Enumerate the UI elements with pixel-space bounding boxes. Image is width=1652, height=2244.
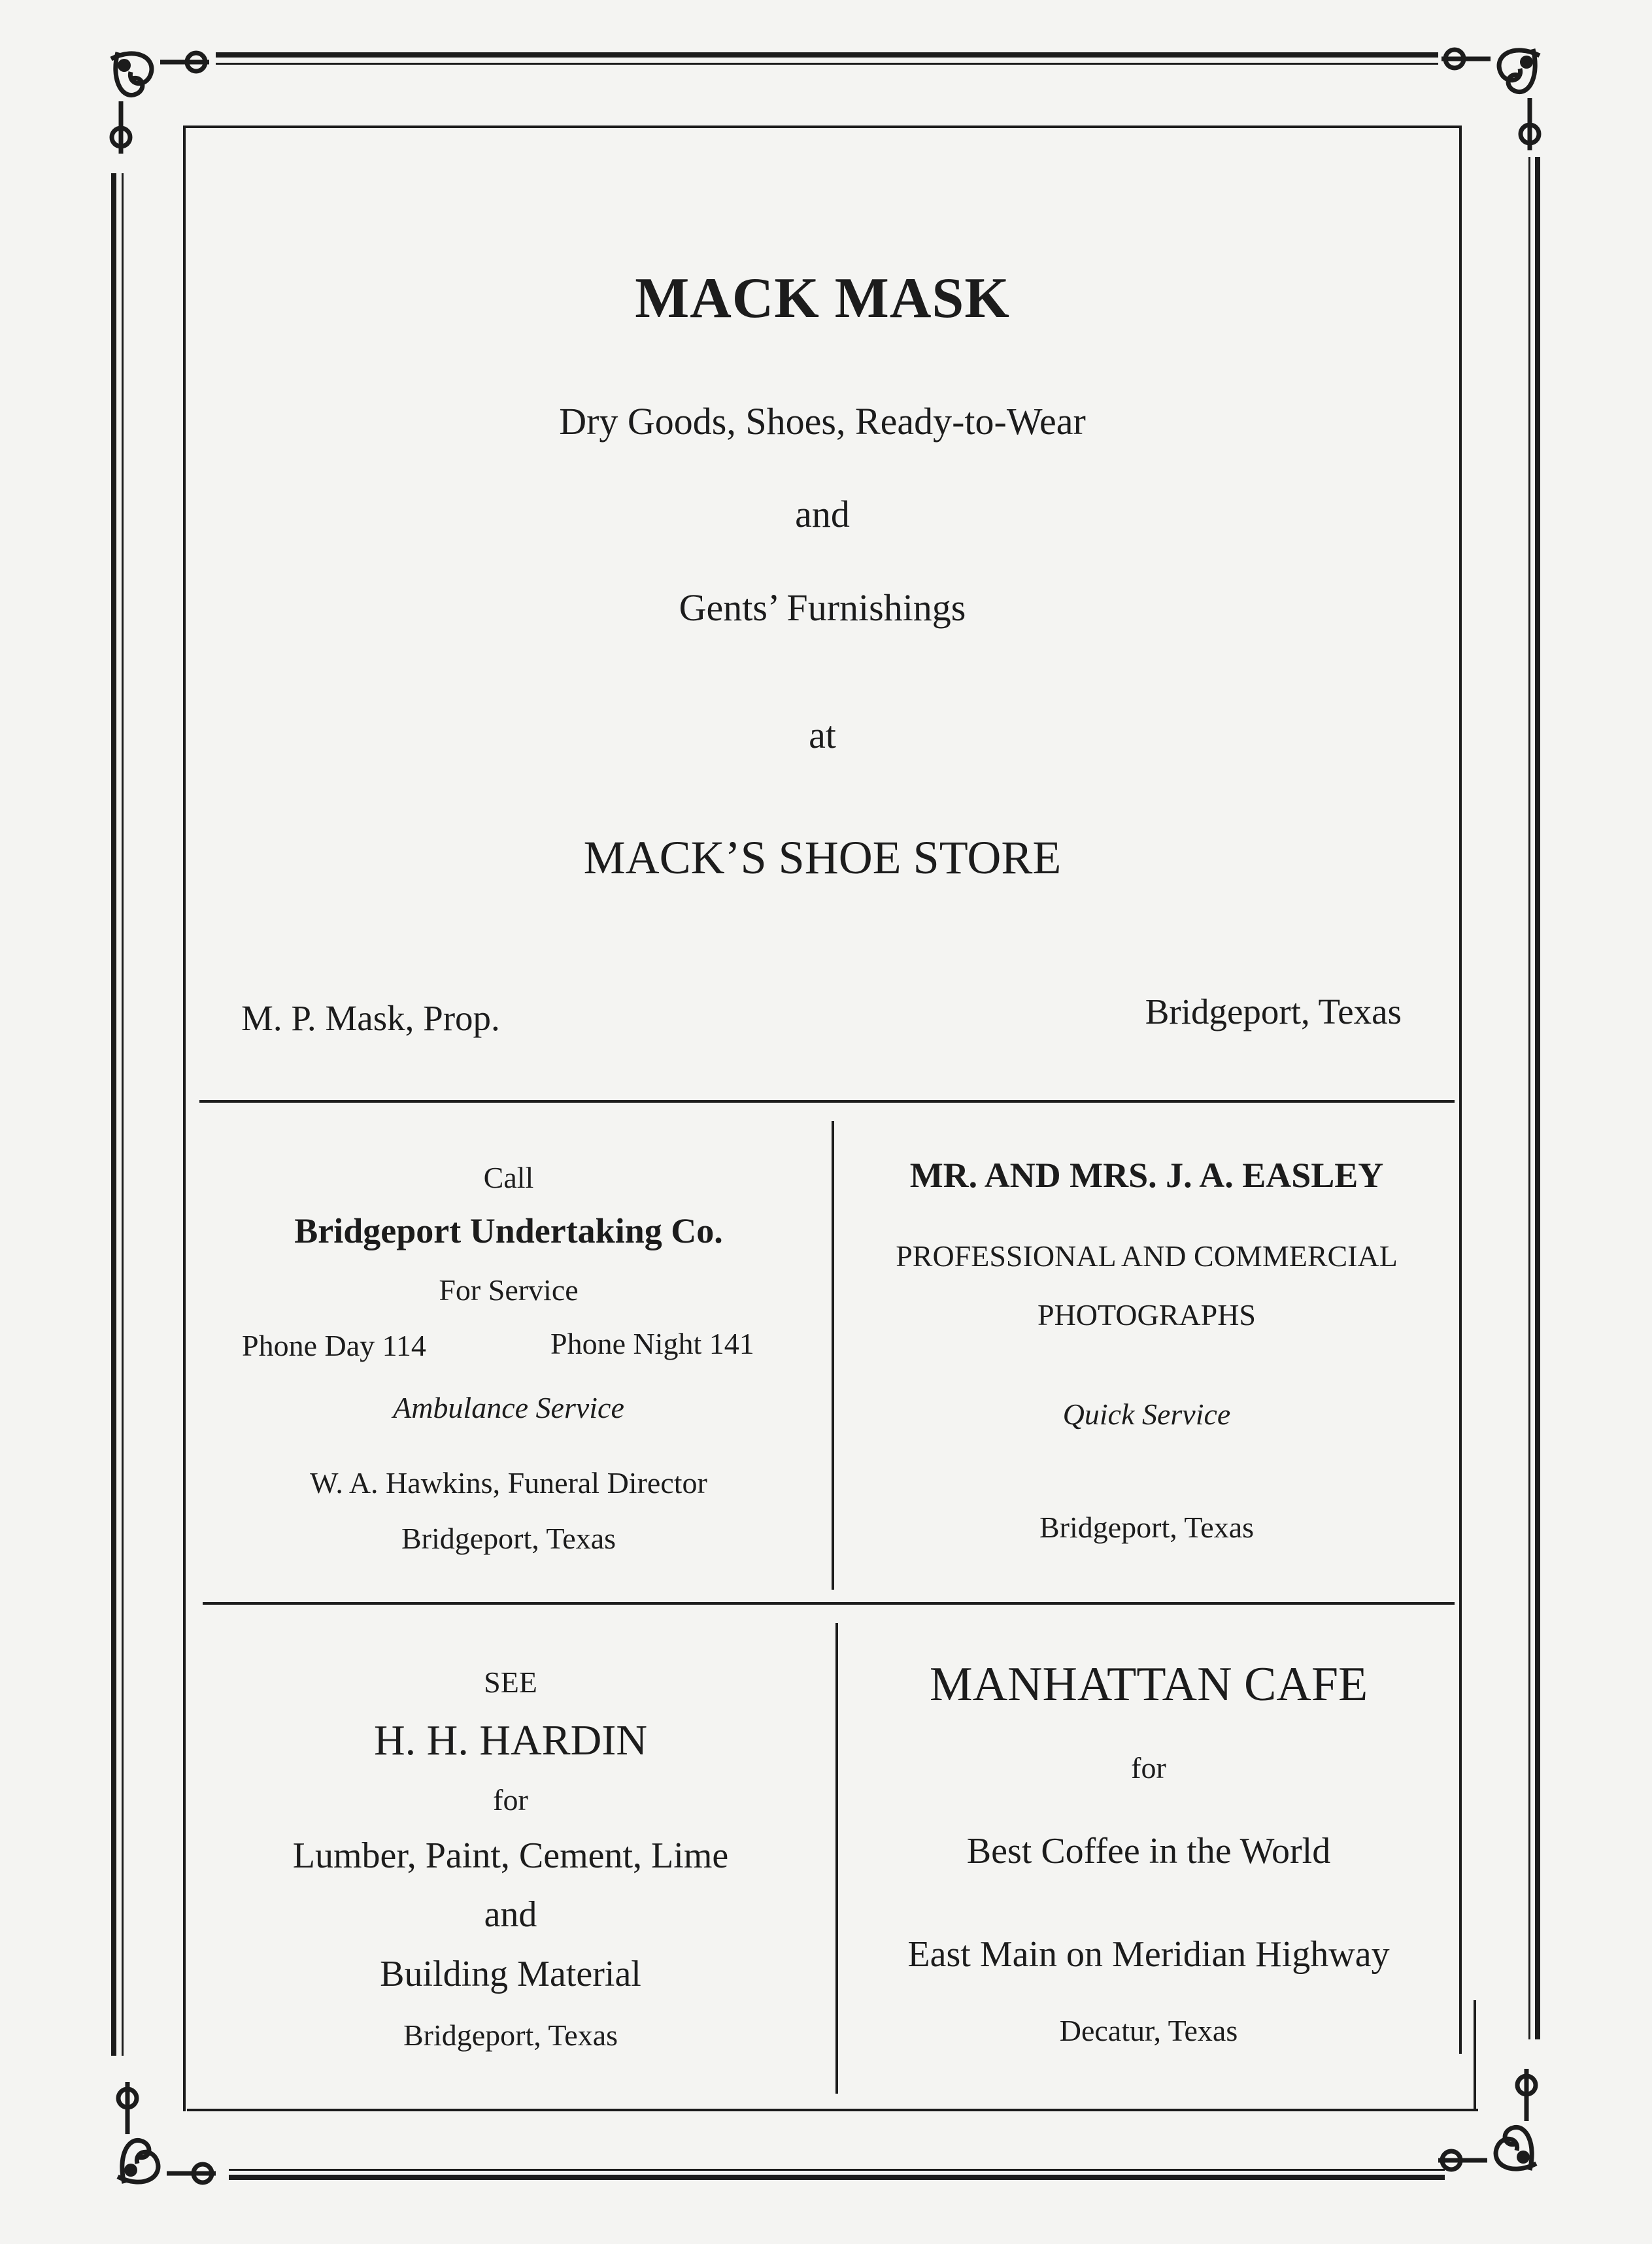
main-ad-title: MACK MASK [635, 267, 1010, 330]
hardin-ad [186, 1605, 835, 2109]
hardin-line1: Lumber, Paint, Cement, Lime [292, 1835, 729, 1876]
undertaking-phone-day: Phone Day 114 [242, 1329, 426, 1362]
cafe-name: MANHATTAN CAFE [929, 1658, 1368, 1711]
main-ad-location: Bridgeport, Texas [1145, 992, 1402, 1031]
undertaking-for-service: For Service [439, 1273, 579, 1307]
easley-line2: PHOTOGRAPHS [1037, 1298, 1256, 1331]
main-ad [186, 128, 1459, 1100]
cafe-line1: Best Coffee in the World [966, 1831, 1331, 1871]
hardin-see: SEE [484, 1666, 537, 1699]
undertaking-phone-night: Phone Night 141 [550, 1327, 754, 1360]
main-ad-line3: Gents’ Furnishings [679, 586, 966, 629]
hardin-name: H. H. HARDIN [374, 1716, 647, 1764]
cafe-ad [838, 1605, 1459, 2109]
undertaking-name: Bridgeport Undertaking Co. [294, 1211, 723, 1250]
main-ad-proprietor: M. P. Mask, Prop. [241, 998, 500, 1038]
undertaking-ad [186, 1103, 832, 1602]
easley-name: MR. AND MRS. J. A. EASLEY [909, 1156, 1384, 1195]
easley-location: Bridgeport, Texas [1039, 1511, 1255, 1544]
cafe-location: Decatur, Texas [1059, 2014, 1238, 2047]
hardin-for: for [493, 1783, 528, 1817]
undertaking-ambulance: Ambulance Service [393, 1391, 624, 1424]
undertaking-location: Bridgeport, Texas [401, 1522, 616, 1555]
cafe-line2: East Main on Meridian Highway [907, 1934, 1390, 1975]
undertaking-call: Call [483, 1161, 534, 1194]
hardin-line2: and [484, 1894, 537, 1935]
easley-quick-service: Quick Service [1062, 1398, 1231, 1431]
cafe-for: for [1131, 1751, 1166, 1784]
easley-line1: PROFESSIONAL AND COMMERCIAL [896, 1239, 1398, 1273]
easley-ad [834, 1103, 1459, 1602]
undertaking-director: W. A. Hawkins, Funeral Director [310, 1466, 707, 1499]
main-ad-store: MACK’S SHOE STORE [583, 831, 1062, 884]
main-ad-line1: Dry Goods, Shoes, Ready-to-Wear [559, 400, 1086, 443]
main-ad-line2: and [795, 493, 850, 535]
hardin-line3: Building Material [380, 1954, 641, 1994]
hardin-location: Bridgeport, Texas [403, 2018, 618, 2052]
main-ad-line4: at [809, 714, 836, 756]
